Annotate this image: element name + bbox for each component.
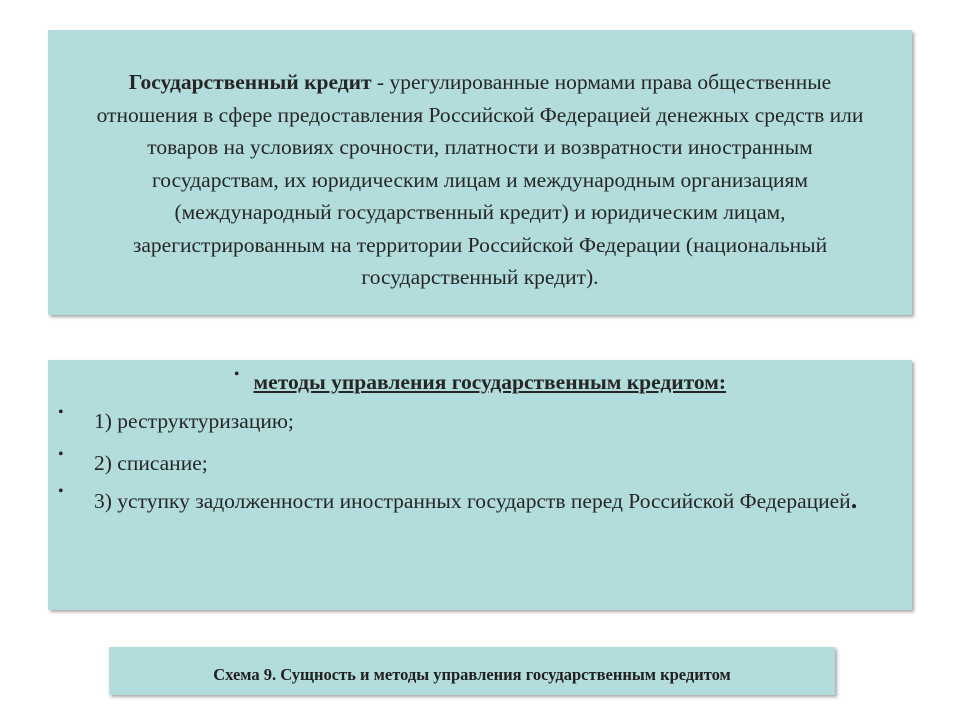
methods-title: методы управления государственным кредитом: [253, 370, 727, 394]
bullet-icon: • [58, 404, 64, 421]
list-item-text: 2) списание; [94, 451, 208, 475]
methods-title-row [48, 366, 912, 395]
bullet-icon: • [58, 483, 64, 500]
methods-box [48, 360, 912, 610]
list-item-text: 3) уступку задолженности иностранных государств перед Российской Федерацией [94, 489, 851, 513]
list-item [58, 477, 898, 524]
definition-text: - урегулированные нормами права общественные отношения в сфере предоставления Российской Федерацией денежных средств или товаров на условиях срочности, платности и возвратности иностранным государствам, их юридическим лицам и международным организациям (международный государственный кредит) и юридическим лицам, зарегистрированным на территории Российской Федерации (национальный государственный кредит). [96, 70, 864, 289]
definition-term: Государственный кредит [128, 70, 372, 94]
definition-box [48, 30, 912, 315]
bullet-icon: • [233, 366, 240, 383]
list-item-text-wrapper [94, 477, 898, 524]
list-item-text: 1) реструктуризацию; [94, 409, 294, 433]
bullet-icon: • [58, 446, 64, 463]
list-item-end-dot: . [850, 485, 858, 514]
list-item [58, 398, 898, 444]
caption: Схема 9. Сущность и методы управления государственным кредитом [109, 647, 835, 695]
